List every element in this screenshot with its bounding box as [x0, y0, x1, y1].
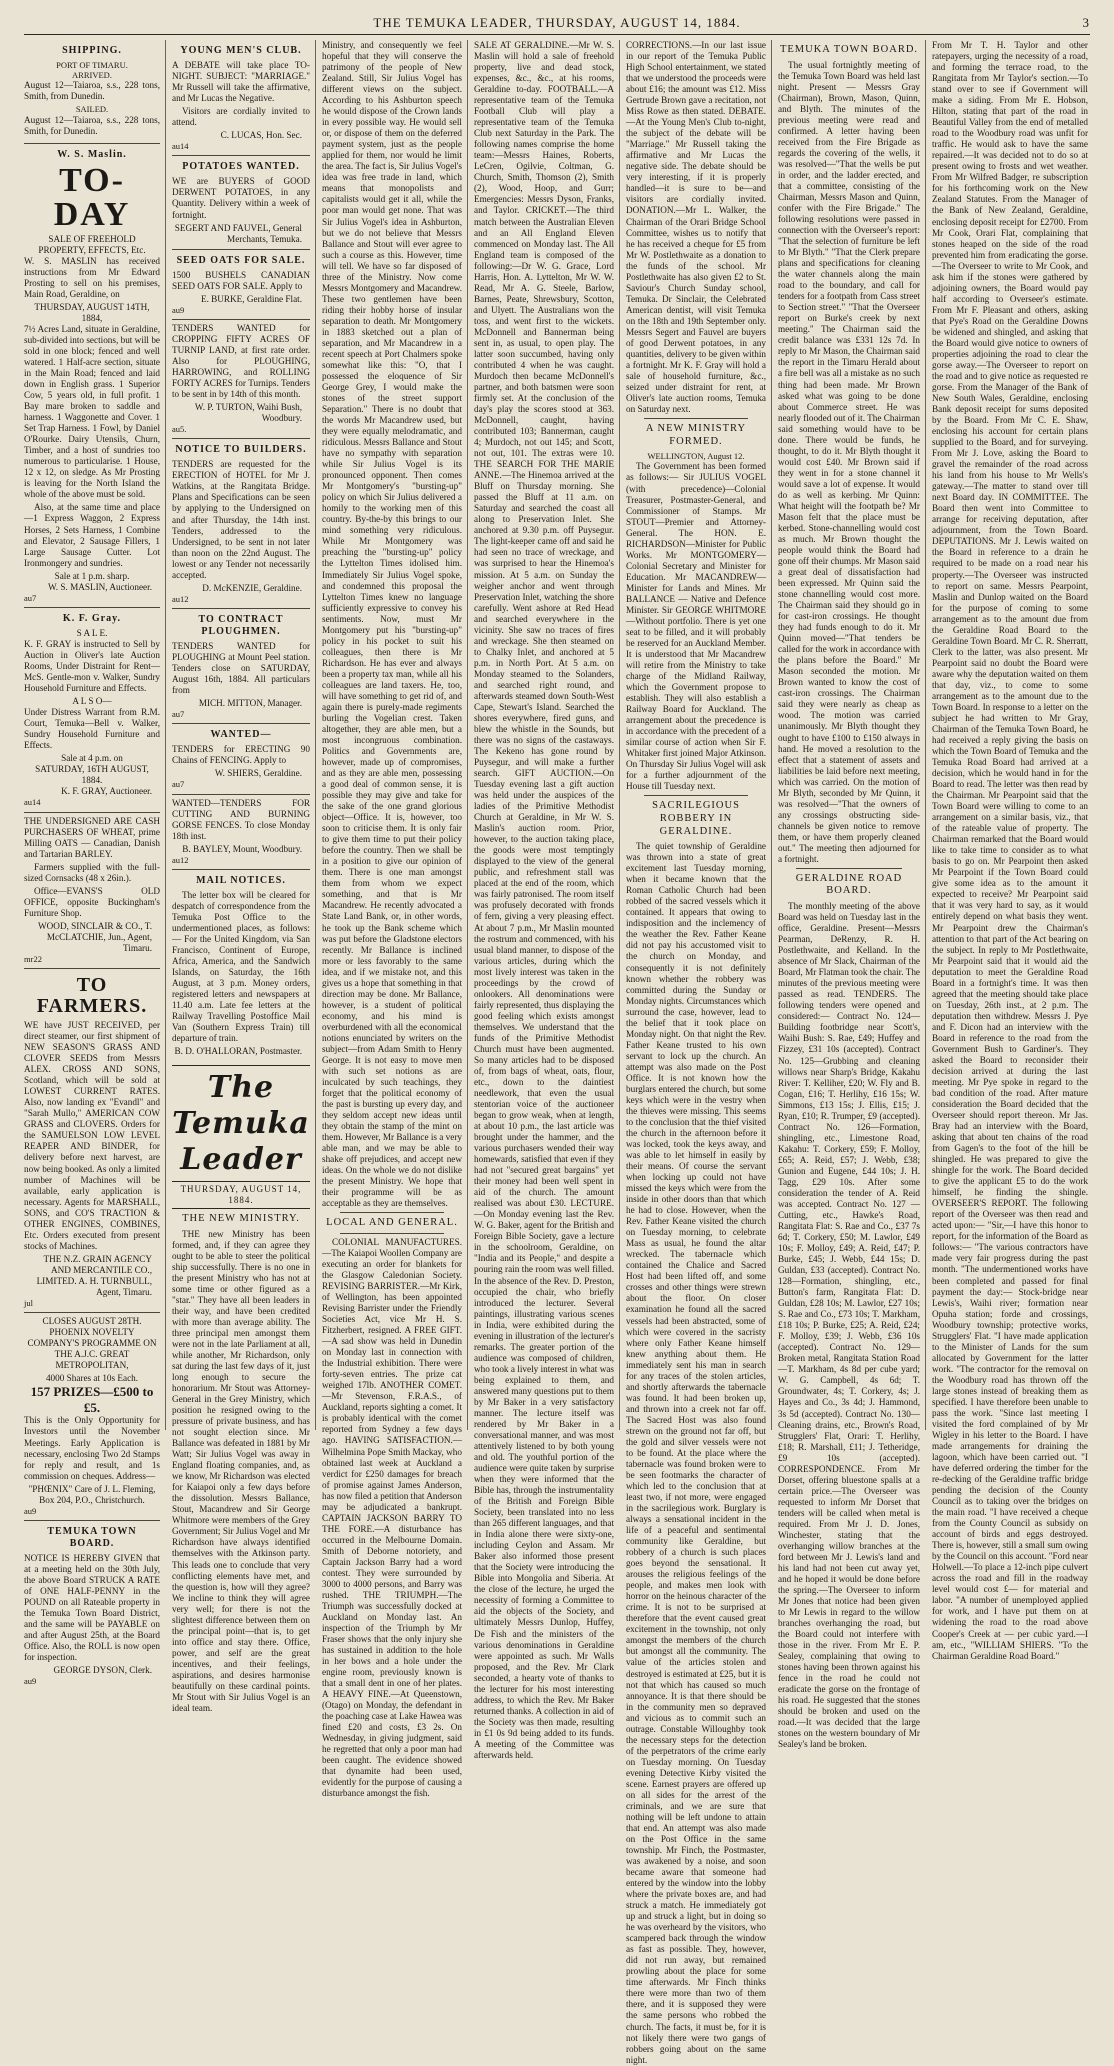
- oats-body: 1500 BUSHELS CANADIAN SEED OATS FOR SALE. Apply to: [172, 269, 310, 291]
- new-ministry-title: A NEW MINISTRY FORMED.: [645, 423, 747, 447]
- wanted-code: au7: [172, 779, 185, 790]
- tb-code: au9: [24, 1676, 37, 1687]
- farmers-body: WE have JUST RECEIVED, per direct steamer, our first shipment of NEW SEASON'S GRASS AND CLOVER SEEDS from Messrs ALEX. CROSS AND SONS, Scotland, which will be sold at LOWEST CURRENT RATES. Also, now landing ex "Evandl" and "Sarah Mullo," AMERICAN COW GRASS and CLOVERS. Orders for the SAMUELSON LOW LEVEL REAPER AND BINDER, for delivery before next harvest, are now being booked. As only a limited number of Machines will be available, early application is necessary. Agents for MARSHALL, SONS, and CO'S TRACTION & OTHER ENGINES, COMBINES, Etc. Orders executed from present stocks of Machines.: [24, 1020, 160, 1251]
- gray-also: A L S O—: [72, 696, 112, 707]
- mail-body: The letter box will be cleared for despatch of correspondence from the Temuka Post Office to the undermentioned places, as follows:— For the United Kingdom, via San Francisco, Continent of Europe, Africa, America, and the Sandwich Islands, on Saturday, the 16th August, at 3 p.m. Money orders, registered letters and newspapers at 11.40 a.m. Late fee letters at the Railway Travelling Postoffice Mail Van (Southern Express Train) till departure of train.: [172, 889, 310, 1044]
- mail-signature: B. D. O'HALLORAN, Postmaster.: [174, 1046, 302, 1057]
- turnip-ad: [172, 320, 310, 439]
- column-6: [778, 40, 920, 1750]
- plough-signature: MICH. MITTON, Manager.: [198, 698, 302, 709]
- local-general-body: COLONIAL MANUFACTURES.—The Kaiapoi Woollen Company are executing an order for blankets for the Glasgow Caledonian Society. REVISING BARRISTER.—Mr Kirk, of Wellington, has been appointed Revising Barrister under the Friendly Societies Act, vice Mr H. S. Fitzherbert, resigned. A FREE GIFT.—A sad show was held in Dunedin on Monday last in connection with the Industrial exhibition. There were forty-seven entries. The prize cat weighed 17lb. ANOTHER COMET.—Mr Stevenson, F.R.A.S., of Auckland, reports sighting a comet. It is probably identical with the comet reported from Sydney a few days ago. HAVING SATISFACTION.—Wilhelmina Pope Smith Mackay, who obtained last week at Auckland a verdict for £250 damages for breach of promise against James Anderson, has now filed a petition that Anderson may be adjudicated a bankrupt. CAPTAIN JACKSON BARRY TO THE FORE.—A disturbance has occurred in the Melbourne Domain. Smith of Deborne notoriety, and Captain Jackson Barry had a word contest. They were surrounded by 3000 to 4000 persons, and Barry was rushed. THE TRIUMPH.—The Triumph was successfully docked at Auckland on Monday last. An inspection of the Triumph by Mr Fraser shows that the only injury she has sustained in addition to the hole in her bows and a hole under the engine room, previously known is that a small dent in one of her plates. A HEAVY FINE.—At Queenstown, (Otago) on Monday, the defendant in the poaching case at Lake Hawea was fined £20 and costs, £3 2s. On Wednesday, in giving judgment, said he regretted that only a poor man had been caught. The evidence showed that dynamite had been used, evidently for the purpose of causing a disturbance amongst the fish.: [322, 1236, 462, 1799]
- gray-date: SATURDAY, 16TH AUGUST, 1884.: [35, 764, 149, 786]
- wanted-body: TENDERS for ERECTING 90 Chains of FENCING. Apply to: [172, 744, 310, 766]
- divider: [644, 418, 748, 419]
- gray-body-2: Under Distress Warrant from R.M. Court, Temuka—Bell v. Walker, Sundry Household Furniture and Effects.: [24, 707, 160, 751]
- sailed-text: August 12—Taiaroa, s.s., 228 tons, Smith, for Dunedin.: [24, 114, 160, 136]
- phoenix-title: PHOENIX NOVELTY COMPANY'S PROGRAMME ON THE A.J.C. GREAT METROPOLITAN,: [27, 1327, 157, 1371]
- page-header: [24, 12, 1090, 35]
- gray-signature: K. F. GRAY, Auctioneer.: [61, 786, 152, 797]
- divider: [340, 1233, 444, 1234]
- phoenix-ad: [24, 1313, 160, 1521]
- maslin-intro: W. S. MASLIN has received instructions from Mr Edward Prosting to sell on his premises, Main Road, Geraldine, on: [24, 255, 160, 299]
- new-ministry-body: The Government has been formed as follows:— Sir JULIUS VOGEL (with precedence)—Colonial Treasurer, Postmaster-General, and Commissioner of Stamps. Mr STOUT—Premier and Attorney-General. The HON. E. RICHARDSON—Minister for Public Works. Mr MONTGOMERY—Colonial Secretary and Minister for Education. Mr MACANDREW—Minister for Lands and Mines. Mr BALLANCE — Native and Defence Minister. Sir GEORGE WHITMORE—Without portfolio. There is yet one seat to be filled, and it will probably be reserved for an Auckland Member. It is understood that Mr Macandrew will retire from the Ministry to take charge of the Midland Railway, which the Government propose to establish. They will also establish a Railway Board for Auckland. The arrangement about the precedence is in accordance with the precedent of a similar course of action when Sir F. Whitaker first joined Major Atkinson. On Thursday Sir Julius Vogel will ask for a further adjournment of the House till Tuesday next.: [626, 461, 766, 792]
- plough-body: TENDERS WANTED for PLOUGHING at Mount Peel station. Tenders close on SATURDAY, August 16th, 1884. All particulars from: [172, 640, 310, 696]
- plough-code: au7: [172, 709, 185, 720]
- gray-code: au14: [24, 797, 41, 808]
- local-news-body: SALE AT GERALDINE.—Mr W. S. Maslin will hold a sale of freehold property, live and dead stock, expenses, &c., &c., at his rooms, Geraldine to-day. FOOTBALL.—A representative team of the Temuka Football Club will play a representative team of the Temuka Club next Saturday in the Park. The following names comprise the home team:—Messrs Haines, Roberts, LeCren, Ogilvie, Coltman, G. Church, Smith, Thomson (2), Smith (2), Wood, Hoop, and Gurr; Emergencies: Messrs Dyson, Franks, and Taylor. CRICKET.—The third match between the Australian Eleven and an All England Eleven commenced on Monday last. The All England team is composed of the following:—Dr W. G. Grace, Lord Harris, Hon. A. Lyttelton, Mr W. W. Read, Mr A. G. Steele, Barlow, Barnes, Peate, Shrewsbury, Scotton, and Ulyett. The Australians won the toss, and went first to the wickets. McDonnell and Bannerman being sent in, as usual, to open play. The latter soon succumbed, having only contributed 4 when he was caught. Murdoch then became McDonnell's partner, and both batsmen were soon firmly set. At the conclusion of the day's play the scores stood at 363. McDonnell, caught, having contributed 103; Bannerman, caught 4; Murdoch, not out 145; and Scott, not out, 101. The extras were 10. THE SEARCH FOR THE MARIE ANNE.—The Hinemoa arrived at the Bluff on Thursday morning. She passed the Bluff at 11 a.m. on Saturday and searched the coast all along to Preservation Inlet. She anchored at 9.30 p.m. off Puysegur. The light-keeper came off and said he had seen no trace of wreckage, and was surprised to hear the Hinemoa's mission. At 5 a.m. on Sunday the weigher anchor and went through Preservation Inlet, watching the shore carefully. Went ashore at Red Head and searched everywhere in the vicinity. She saw no traces of fires and wreckage. She then steamed on to Chalky Inlet, and anchored at 5 p.m. in North Port. At 5 a.m. on Monday steamed to the Solanders, and searched right round, and afterwards steamed down South-West Cape, Stewart's Island. Searched the shores everywhere, fired guns, and blew the whistle in the Sounds, but there was no signs of the castaways. The Kekeno has gone round by Puysegur, and will make a further search. GIFT AUCTION.—On Tuesday evening last a gift auction was held under the auspices of the ladies of the Primitive Methodist Church at Geraldine, in Mr W. S. Maslin's auction room. Prior, however, to the auction taking place, the goods were most temptingly displayed to the view of the general public, and refreshment stall was placed at the end of the room, which was fairly patronised. The room itself was profusely decorated with fronds of fern, giving a very pleasing effect. At about 7 p.m., Mr Maslin mounted the rostrum and commenced, with his usual bland manner, to dispose of the various articles, during which the most lively interest was taken in the proceedings by the crowd of onlookers. All denominations were fairly represented, thus displaying the good feeling which exists amongst themselves. We understand that the funds of the Primitive Methodist Church must have been augmented. So many articles had to be disposed of, from bags of wheat, oats, flour, etc., down to the daintiest needlework, that even the usual stentorian voice of the auctioneer began to grow weak, when at length, at about 10 p.m., the last article was brought under the hammer, and the various purchasers wended their way homewards, satisfied that even if they had not "secured great bargains" yet their money had been well spent in aid of the church. The amount realised was about £30. LECTURE.—On Monday evening last the Rev. W. G. Baker, agent for the British and Foreign Bible Society, gave a lecture in the schoolroom, Geraldine, on "India and its People," and despite a pouring rain the room was well filled. In the absence of the Rev. D. Preston, occupied the chair, who briefly introduced the lecturer. Several paintings, illustrating various scenes in India, were exhibited during the evening in illustration of the lecturer's remarks. The greater portion of the audience was composed of children, who took a lively interest in what was being explained to them, and answered many questions put to them by Mr Baker in a very satisfactory manner. The lecture itself was rendered by Mr Baker in a conversational manner, and was most attentively listened to by both young and old. The youthful portion of the audience were quite taken by surprise when they were informed that the Bible has, through the instrumentality of the British and Foreign Bible Society, been translated into no less than 265 different languages, and that in India alone there were sixty-one, including Ceylon and Assam. Mr Baker also informed those present that the Society were introducing the Bible into Mongolia and Siberia. At the close of the lecture, he urged the necessity of forming a Committee to aid the objects of the Society, and ultimately Messrs Dunlop, Huffey, De Fish and the ministers of the various denominations in Geraldine were appointed as such. Mr Walls proposed, and the Rev. Mr Clark seconded, a hearty vote of thanks to the lecturer for his most interesting address, to which the Rev. Mr Baker returned thanks. A collection in aid of the Society was then made, resulting in £1 0s 9d being added to its funds. A meeting of the Committee was afterwards held.: [474, 40, 614, 1760]
- sacrilegious-robbery-title: SACRILEGIOUS ROBBERY IN GERALDINE.: [652, 800, 740, 837]
- column-4: [474, 40, 614, 1760]
- arrived-text: August 12—Taiaroa, s.s., 228 tons, Smith, from Dunedin.: [24, 80, 160, 102]
- geraldine-road-board-title: GERALDINE ROAD BOARD.: [795, 872, 903, 897]
- farmers-code: jul: [24, 1297, 33, 1308]
- builders-body: TENDERS are requested for the ERECTION of HOTEL for Mr J. Watkins, at the Rangitata Bridge. Plans and Specifications can be seen by applying to the Undersigned on and after Thursday, the 14th inst. Tenders, addressed to the Undersigned, to be sent in not later than noon on the 22nd August. The lowest or any Tender not necessarily accepted.: [172, 459, 310, 580]
- divider: [644, 795, 748, 796]
- potatoes-body: WE are BUYERS of GOOD DERWENT POTATOES, in any Quantity. Delivery within a week of fortnight.: [172, 176, 310, 220]
- phoenix-address: "PHŒNIX" Care of J. L. Fleming, Box 204, P.O., Christchurch.: [28, 1483, 156, 1505]
- sacrilegious-robbery-body: The quiet township of Geraldine was thrown into a state of great excitement last Tuesday morning, when it became known that the Roman Catholic Church had been robbed of the sacred vessels which it contained. It appears that owing to indisposition and the inclemency of the weather the Rev. Father Keane did not pay his accustomed visit to the church on Monday, and consequently it is not definitely known whether the robbery was committed during the Sunday or Monday nights. Circumstances which surround the case, however, lead to the belief that it took place on Monday night. On that night the Rev. Father Keane trusted to his own servant to lock up the church. An attempt was also made on the Post Office. It is not known how the burglars entered the church, but some keys which were in the vestry when the thieves were missing. This seems to the conclusion that the thief visited the church in the afternoon before it was locked, took the keys away, and was able to let himself in easily by their means. Of course the servant when locking up could not have missed the keys which were from the inside in other doors than that which he had to close. However, when the Rev. Father Keane visited the church on Tuesday morning, to celebrate Mass as usual, he found the altar wrecked. The tabernacle which contained the Chalice and Sacred Host had been lifted off, and some crosses and other things were strewn about the floor. On closer examination he found all the sacred vessels had been abstracted, some of which were covered in the sacristy where only Father Keane himself knew anything about them. He immediately sent his man in search for any traces of the stolen articles, and shortly afterwards the tabernacle was found. It had been broken up, and thrown into a creek not far off. The Sacred Host was also found strewn on the ground not far off, but the gold and silver vessels were not to be found. At the place where the tabernacle was found broken were to be seen footmarks the character of which led to the conclusion that at least two, if not more, were engaged in the sacrilegious work. Burglary is always a sensational incident in the life of a peaceful and sentimental community like Geraldine, but robbery of a church is such places goes beyond the sensational. It arouses the religious feelings of the people, and makes men look with horror on the heinous character of the crime. It is not to be surprised at therefore that the event caused great excitement in the township, not only amongst the members of the church but amongst all the community. The value of the articles stolen and destroyed is estimated at £25, but it is not that which has caused so much annoyance. It is that there should be in the community men so depraved and vicious as to commit such an outrage. Constable Willoughby took the necessary steps for the detection of the perpetrators of the crime early on Tuesday morning. On Tuesday evening Detective Kirby visited the scene. Earnest prayers are offered up on all sides for the arrest of the criminals, and we are sure that nothing will be left undone to attain that end. An attempt was also made on the Post Office in the same township. Mr Finch, the Postmaster, was awakened by a noise, and soon became aware that someone had entered by the window into the lobby where the private boxes are, and had struck a match. He immediately got up and struck a light, but in doing so he was overheard by the visitors, who scampered back through the window as fast as possible. They, however, did not run away, but remained prowling about the place for some time afterwards. Mr Finch thinks there were more than two of them there, and it is supposed they were the same persons who robbed the church. The facts, it must be, for it is not likely there were two gangs of robbers going about on the same night.: [626, 841, 766, 2065]
- nameplate-date: THURSDAY, AUGUST 14, 1884.: [172, 1181, 310, 1206]
- arrived-label: ARRIVED.: [72, 70, 112, 81]
- ymc-signature: C. LUCAS, Hon. Sec.: [220, 130, 302, 141]
- maslin-body: 7½ Acres Land, situate in Geraldine, sub-divided into sections, but will be sold in one block; fenced and well watered. 1 Half-acre section, situate in the Main Road; fenced and laid down in English grass. 1 Superior Cow, 5 years old, in full profit. 1 Bay mare broken to saddle and harness. 1 Waggonette and Cover. 1 Set Trap Harness. 1 Fowl, by Daniel O'Rourke. Dairy Utensils, Churn, Timber, and a host of sundries too numerous to particularise. 1 House, 12 x 12, on sledge. As Mr Prosting is leaving for the North Island the whole of the above must be sold.: [24, 323, 160, 500]
- sailed-label: SAILED.: [75, 104, 109, 115]
- ymc-code: au14: [172, 141, 189, 152]
- mail-title: MAIL NOTICES.: [196, 874, 286, 886]
- maslin-signature: W. S. MASLIN, Auctioneer.: [47, 581, 152, 592]
- gorse-signature: B. BAYLEY, Mount, Woodbury.: [182, 843, 302, 854]
- gray-sale-time: Sale at 4 p.m. on: [61, 753, 123, 764]
- potatoes-signature: SEGERT AND FAUVEL, General Merchants, Temuka.: [174, 222, 302, 244]
- town-board-notice: [24, 1521, 160, 1691]
- page-title: THE TEMUKA LEADER, THURSDAY, AUGUST 14, 1884.: [373, 15, 741, 30]
- gorse-body: WANTED—TENDERS FOR CUTTING AND BURNING GORSE FENCES. To close Monday 18th inst.: [172, 797, 310, 841]
- newspaper-nameplate: [172, 1065, 310, 1209]
- builders-ad: [172, 439, 310, 609]
- ministry-dateline: WELLINGTON, August 12.: [647, 451, 745, 462]
- maslin-title: W. S. Maslin.: [57, 148, 127, 160]
- closes-notice: CLOSES AUGUST 28TH.: [42, 1316, 142, 1327]
- turnip-signature: W. P. TURTON, Waihi Bush, Woodbury.: [194, 402, 302, 424]
- gray-title: K. F. Gray.: [62, 612, 122, 624]
- corrections-body: CORRECTIONS.—In our last issue in our report of the Temuka Public High School entertainment, we stated that we understood the proceeds were about £16; the amount was £12. Miss Gertrude Brown gave a recitation, not Miss Rowe as then stated. DEBATE.—At the Young Men's Club to-night, the subject of the debate will be "Marriage." Mr Russell taking the affirmative and Mr Lucas the negative side. The debate should be very interesting, if it is properly handled—it is sure to be—and visitors are cordially invited. DONATION.—Mr L. Walker, the Chairman of the Orari Bridge School Committee, wishes us to notify that he has received a cheque for £5 from Mr W. Postlethwaite as a donation to the funds of the school. Mr Postlethwaite has also given £2 to St. Saviour's Church Sunday school, Temuka. Dr Sinclair, the Celebrated American dentist, will visit Temuka on the 18th and 19th September only. Messrs Segert and Fauvel are buyers of good Derwent potatoes, in any quantities, delivery to be given within a fortnight. Mr K. F. Gray will hold a sale of household furniture, &c., seized under distraint for rent, at Oliver's late auction rooms, Temuka on Saturday next.: [626, 40, 766, 415]
- editorial-continued: Ministry, and consequently we feel hopeful that they will conserve the patrimony of the people of New Zealand. Still, Sir Julius Vogel has different views on the subject. According to his Ashburton speech he would dispose of the Crown lands in every possible way. He would sell or, or dispose of them on the deferred payment system, just as the people applied for them, nor would he limit the area. The fact is, Sir Julius Vogel's idea was free trade in land, which means that monopolists and capitalists would get it all, while the poor man would get none. That was Sir Julius Vogel's idea in Ashburton, but we do not believe that Messrs Ballance and Stout will ever agree to such a course as this. However, time will tell. We have so far disposed of three of the Ministry. Now come Messrs Montgomery and Macandrew. These two gentlemen have been riding their hobby horse of insular separation to death. Mr Montgomery in 1883 sketched out a plan of separation, and Mr Macandrew in a recent speech at Port Chalmers spoke somewhat like this: "O, that I possessed the eloquence of Sir George Grey, I would make the stones of the street support Separation." There is no doubt that the words Mr Macandrew used, but they were equally melodramatic, and ridiculous. Messrs Ballance and Stout have no sympathy with separation while Sir Julius Vogel is its pronounced opponent. Then comes Mr Montgomery's "bursting-up" policy on which Sir Julius delivered a homily to the working men of this country. By-the-by this brings to our mind something very ridiculous. While Mr Montgomery was preaching the "bursting-up" policy the Lyttelton Times idolised him. Immediately Sir Julius Vogel spoke, and condemned this proposal the Lyttelton Times knew no language sufficiently expressive to convey his sentiments. Now, must Mr Montgomery put his "bursting-up" policy in his pocket to suit his colleagues, then there is Mr Richardson. He has ever and always been a property tax man, while all his colleagues are land taxers. He, too, will have something to get rid of, and again there is purely-made regiments burling the Vogelian crest. Taken altogether, they are able men, but a most incongruous combination. Politics and Governments are, however, made up of compromises, and as they are able men, possessing a good deal of common sense, it is possible they may give and take for the sake of the one grand glorious object—Office. It is, however, too soon to criticise them. It is only fair to give them time to put their policy before the country. Then we shall be in a position to give our opinion of them. There is one man amongst them from whom we expect something, and that is Mr Macandrew. He recently advocated a State Land Bank, or, in other words, he took up the Bank scheme which was put before the Gladstone electors recently. Mr Ballance is inclined more or less favorably to the same idea, and if we mistake not, and this gives us a hope that something in that direction may be done. Mr Ballance, however, is a student of political economy, and his mind is overburdened with all the economical notions enunciated by writers on the subject—from Adam Smith to Henry George. It is not easy to move men with such set notions as are inculcated by such teachings, they forget that the political economy of the past is bursting up every day, and they seldom accept new ideas until they obtain the stamp of the mint on them. However, Mr Ballance is a very able man, and we may be able to shake off prejudices, and accept new ideas. On the whole we do not dislike the present Ministry. We hope that their programme will be as acceptable as they are themselves.: [322, 40, 462, 1209]
- cash-code: mr22: [24, 953, 42, 964]
- seed-oats-ad: [172, 250, 310, 320]
- cash-purchasers-ad: [24, 813, 160, 970]
- port-title: PORT OF TIMARU.: [56, 60, 128, 70]
- mail-notices: [172, 870, 310, 1061]
- local-general-title: LOCAL AND GENERAL.: [326, 1217, 458, 1229]
- wanted-signature: W. SHIERS, Geraldine.: [214, 768, 302, 779]
- ministry-editorial-title: THE NEW MINISTRY.: [182, 1212, 300, 1224]
- today-heading: TO-DAY: [53, 161, 131, 233]
- column-3: [322, 40, 462, 1799]
- column-7: [932, 40, 1088, 1661]
- maslin-date: THURSDAY, AUGUST 14TH, 1884,: [34, 301, 150, 323]
- maslin-code: au7: [24, 592, 37, 603]
- potatoes-ad: [172, 156, 310, 249]
- phoenix-prizes: 157 PRIZES—£500 to £5.: [30, 1384, 154, 1415]
- cash-body: THE UNDERSIGNED ARE CASH PURCHASERS OF WHEAT, prime Milling OATS — Canadian, Danish and Tartarian BARLEY.: [24, 815, 160, 859]
- turnip-code: au5.: [172, 424, 187, 435]
- tb-signature: GEORGE DYSON, Clerk.: [53, 1665, 152, 1676]
- oats-code: au9: [172, 304, 185, 315]
- temuka-town-board-title: TEMUKA TOWN BOARD.: [779, 44, 919, 55]
- phoenix-shares: 4000 Shares at 10s Each.: [45, 1373, 139, 1384]
- potatoes-title: POTATOES WANTED.: [182, 161, 300, 173]
- builders-code: au12: [172, 593, 189, 604]
- sale-title: SALE OF FREEHOLD PROPERTY, EFFECTS, Etc.: [38, 233, 146, 255]
- tb-body: NOTICE IS HEREBY GIVEN that at a meeting held on the 30th July, the above Board STRUCK A RATE of ONE HALF-PENNY in the POUND on all Rateable property in the Temuka Town Board District, and the same will be PAYABLE on and after August 25th, at the Board Office. Also, the ROLL is now open for inspection.: [24, 1552, 160, 1663]
- geraldine-road-board-body: The monthly meeting of the above Board was held on Tuesday last in the office, Geraldine. Present—Messrs Pearman, DeRenzy, R. H. Postlethwaite, and Kelland. In the absence of Mr Slack, Chairman of the Board, Mr Flatman took the chair. The minutes of the previous meeting were passed as read. TENDERS. The following tenders were opened and considered:— Contract No. 124—Building footbridge near Scott's, Waihi Bush: S. Rae, £49; Huffey and Fizzey, £31 10s (accepted). Contract No. 125—Grubbing and cleaning willows near Sharp's Bridge, Kakahu River: T. Kelliher, £20; W. Fly and B. Cogan, £16; T. Herlihy, £16 15s; W. Simmons, £13 15s; J. Ellis, £15; J. Ryan, £10; R. Trumper, £9 (accepted). Contract No. 126—Formation, shingling, etc., Limestone Road, Kakahu: T. Corkery, £59; F. Molloy, £65; A. Reid, £57; J. Webb, £38; Gunion and Eugene, £44 10s; J. H. Tagg, £29 10s. After some consideration the tender of A. Reid was accepted. Contract No. 127 — Cutting, etc., Hawke's Road, Rangitata Flat: S. Rae and Co., £37 7s 6d; T. Corkery, £50; M. Lawlor, £49 10s; F. Molloy, £49; A. Reid, £47; P. Burke, £45; J. Webb, £44 15s; D. Guldan, £33 (accepted). Contract No. 128—Formation, shingling, etc., Button's farm, Rangitata Flat: D. Guldan, £28 10s; M. Lawlor, £27 10s; S. Rae and Co., £73 10s; T. Markham, £18 10s; P. Burke, £25; A. Reid, £24; F. Molloy, £39; J. Webb, £36 10s (accepted). Contract No. 129—Broken metal, Rangitata Station Road—T. Markham, 4s 8d per cube yard; W. G. Campbell, 4s 6d; T. Groundwater, 4s; T. Corkery, 4s; J. Hayes and Co., 3s 4d; J. Hammond, 3s 5d (accepted). Contract No. 130—Cleaning drains, etc., Brown's Road, Strugglers' Flat, Orari: T. Herlihy, £18; R. Marshall, £11; J. Tetheridge, £9 10s (accepted). CORRESPONDENCE. From Mr Dorset, offering bluestone spalls at a certain price.—The Overseer was requested to inform Mr Dorset that tenders will be called when metal is required. From Mr J. D. Jones, Winchester, stating that the overhanging willow branches at the ford between Mr J. Lewis's land and his land had not been cut away yet, and he hoped it would be done before the spring.—The Overseer to inform Mr Jones that notice had been given to Mr Lewis in regard to the willow branches overhanging the road, but the Board could not interfere with those in the river. From Mr E. P. Sealey, complaining that owing to stones having been thrown against his fence in the road he could not eradicate the gorse on the frontage of his road. He suggested that the stones should be broken and used on the road.—It was decided that the large stones on the western boundary of Mr Sealey's land be broken.: [778, 901, 920, 1750]
- gorse-ad: [172, 795, 310, 870]
- oats-title: SEED OATS FOR SALE.: [176, 254, 306, 266]
- maslin-also: Also, at the same time and place—1 Express Waggon, 2 Express Horses, 2 Sets Harness, 1 Combine and Elevator, 2 Sausage Fillers, 1 Large Sausage Cutter. Lot Ironmongery and sundries.: [24, 502, 160, 568]
- farmers-heading: TO FARMERS.: [36, 974, 148, 1018]
- gray-ad: [24, 608, 160, 813]
- ymc-ad: [172, 40, 310, 156]
- builders-signature: D. McKENZIE, Geraldine.: [202, 582, 302, 593]
- ymc-visitors: Visitors are cordially invited to attend.: [172, 106, 310, 128]
- plough-title: TO CONTRACT PLOUGHMEN.: [198, 613, 284, 637]
- ymc-body: A DEBATE will take place TO-NIGHT. SUBJECT: "MARRIAGE." Mr Russell will take the affirmative, and Mr Lucas the Negative.: [172, 60, 310, 104]
- farmers-signature: THE N.Z. GRAIN AGENCY AND MERCANTILE CO., LIMITED. A. H. TURNBULL, Agent, Timaru.: [36, 1253, 152, 1297]
- gray-body: K. F. GRAY is instructed to Sell by Auction in Oliver's late Auction Rooms, Under Distraint for Rent—McS. Gentle-mon v. Walker, Sundry Household Furniture and Effects.: [24, 638, 160, 694]
- gray-sale-heading: S A L E.: [76, 627, 108, 638]
- builders-title: NOTICE TO BUILDERS.: [175, 444, 307, 456]
- nameplate-title: The Temuka Leader: [172, 1070, 310, 1178]
- divider: [796, 868, 902, 869]
- phoenix-body: This is the Only Opportunity for Investors until the November Meetings. Early Application is necessary, enclosing Two 2d Stamps for reply and result, and 1s commission on cheques. Address—: [24, 1415, 160, 1481]
- ploughmen-ad: [172, 609, 310, 724]
- cash-office: Office—EVANS'S OLD OFFICE, opposite Buckingham's Furniture Shop.: [24, 885, 160, 918]
- gorse-code: au12: [172, 854, 189, 865]
- wanted-title: WANTED—: [210, 729, 272, 741]
- ministry-editorial-body: THE new Ministry has been formed, and, if they can agree they ought to be able to steer the political ship successfully. There is no one in the present Ministry who has not at some time or other figured as a "star." They have all been leaders in their way, and have been credited with more than average ability. The three principal men amongst them were not in the late Parliament at all, while another, Mr Richardson, only sat during the last few days of it, just long enough to secure the honorarium. Mr Stout was Attorney-General in the Grey Ministry, which position he resigned owing to the pressure of private business, and has not sought election since. Mr Ballance was defeated in 1881 by Mr Watt; Sir Julius Vogel was away in England floating companies, and, as we know, Mr Richardson was elected for Kaiapoi only a few days before the dissolution. Messrs Ballance, Stout, Macandrew and Sir George Whitmore were members of the Grey Government; Sir Julius Vogel and Mr Richardson have always identified themselves with the Atkinson party. This leads one to conclude that very conflicting elements have met, and the question is, how will they agree? We incline to think they will agree very well; for there is not the slightest difference between them on the principal point—that is, to get into office and stay there. Office, power, and self are the great incentives, and their feelings, aspirations, and desires harmonise beautifully on these cardinal points. Mr Stout with Sir Julius Vogel is an ideal team.: [172, 1228, 310, 1713]
- page-number: 3: [1082, 15, 1090, 30]
- column-2: [172, 40, 310, 1713]
- tb-title: TEMUKA TOWN BOARD.: [47, 1525, 137, 1549]
- cash-body-2: Farmers supplied with the full-sized Cornsacks (48 x 26in.).: [24, 861, 160, 883]
- shipping-section: [24, 40, 160, 144]
- temuka-town-board-body: The usual fortnightly meeting of the Temuka Town Board was held last night. Present — Messrs Gray (Chairman), Brown, Mason, Quinn, and Blyth. The minutes of the previous meeting were read and confirmed. A letter having been received from the Fire Brigade as regards the covering of the wells, it was resolved—"That the wells be put in order, and the ladder erected, and that a committee, consisting of the Chairman, Messrs Mason and Quinn, confer with the Fire Brigade." The following resolutions were passed in connection with the Overseer's report: "That the selection of furniture be left to Mr Blyth." "That the Clerk prepare plans and specifications for cleaning the water channels along the main road to the boundary, and call for tenders for a footpath from Cass street to Section street." "That the Overseer report on Burke's creek by next meeting." The Chairman said the credit balance was £331 12s 7d. In reply to Mr Mason, the Chairman said the report in the Timaru Herald about a fire bell was all a mistake as no such thing had been made. Mr Brown asked what was going to be done about Commerce street. He was nearly flooded out of it. The Chairman said something would have to be done. There would be funds, he thought, to do it. Mr Blyth thought it would cost £40. Mr Brown said if they went in for a stone channel it would save a lot of expense. It would do as well as kerbing. Mr Quinn: What height will the footpath be? Mr Mason felt that the place must be kerbed. Stone-channelling would cost as much. Mr Brown thought the people would think the Board had gone off their chumps. Mr Mason said a great deal of dissatisfaction had been expressed. Mr Quinn said the stone channelling would cost more. The Chairman said they should go in for cast-iron crossings. He thought they had funds enough to do it. Mr Quinn moved—"That tenders be called for the work in accordance with the plans before the Board." Mr Mason seconded the motion. Mr Brown wanted to know the cost of cast-iron crossings. The Chairman said they were nearly as cheap as wood. The motion was carried unanimously. Mr Blyth thought they ought to have £100 to £150 always in hand. He moved a resolution to the effect that a statement of assets and liabilities be laid before next meeting, which was carried. On the motion of Mr Blyth, seconded by Mr Quinn, it was resolved—"That the owners of any crossings obstructing side-channels be given notice to remove them, or have them properly cleaned out." The meeting then adjourned for a fortnight.: [778, 59, 920, 864]
- turnip-body: TENDERS WANTED for CROPPING FIFTY ACRES OF TURNIP LAND, at first rate order. Also for PLOUGHING, HARROWING, and ROLLING FORTY ACRES for Turnips. Tenders to be sent in by 14th of this month.: [172, 322, 310, 400]
- leader-article: [172, 1213, 310, 1714]
- oats-signature: E. BURKE, Geraldine Flat.: [200, 293, 302, 304]
- maslin-sale-time: Sale at 1 p.m. sharp.: [54, 570, 130, 581]
- phoenix-code: au9: [24, 1505, 37, 1516]
- ymc-title: YOUNG MEN'S CLUB.: [180, 45, 302, 56]
- maslin-ad: [24, 144, 160, 608]
- shipping-title: SHIPPING.: [62, 45, 122, 56]
- road-board-continued: From Mr T. H. Taylor and other ratepayers, urging the necessity of a road, and forming the terrace road, to the Rangitata from Mr Taylor's section.—To stand over to see if Government will make a siding. From Mr E. Hobson, Hilton, stating that part of the road in Beautiful Valley from the end of metalled road to the Woodbury road was unfit for traffic. He would ask to have the same repaired.—It was decided not to do so at present owing to frosts and wet weather. From Mr Wilfred Badger, re subscription for his forthcoming work on the New Zealand Statutes. From the Manager of the Bank of New Zealand, Geraldine, enclosing deposit receipt for £2700. From Mr Cook, Orari Flat, complaining that stones heaped on the side of the road prevented him from eradicating the gorse.—The Overseer to write to Mr Cook, and ask him if the stones were gathered by adjoining owners, the Board would pay half according to Overseer's estimate. From Mr F. Pleasant and others, asking that Pye's Road on the Geraldine Downs be widened and shingled, and asking that the Board would give notice to owners of properties adjoining the road to clear the gorse away.—The Overseer to report on the road and to give notice as requested re gorse. From the Manager of the Bank of New South Wales, Geraldine, enclosing Bank deposit receipt for sums deposited by the Board. From Mr C. E. Shaw, enclosing his account for certain plans supplied to the Board, and for surveying. From Mr J. Love, asking the Board to gravel the remainder of the road across his land from his house to Mr Wells's gateway.—The matter to stand over till next Board day. IN COMMITTEE. The Board then went into Committee to arrange for receiving deputation, after adjournment, from the Town Board. DEPUTATIONS. Mr J. Lewis waited on the Board in reference to a drain he required to be made on a road near his property.—The Overseer was instructed to report on same. Messrs Pearpoint, Maslin and Dunlop waited on the Board for the purpose of coming to some arrangement as to the amount due from the Geraldine Road Board to the Geraldine Town Board. Mr C. R. Sherratt, Clerk to the latter, was also present. Mr Pearpoint said no doubt the Board were aware why the deputation waited on them that day, viz., to come to some arrangement as to the amount due to the Town Board. In response to a letter on the subject he had written to Mr Gray, Chairman of the Temuka Town Board, he had received a reply giving the basis on which the Town Board of Temuka and the Temuka Road Board had arrived at a decision, which he would hand in for the Board to read. The letter was then read by the Chairman. Mr Pearpoint said that the Town Board were willing to come to an arrangement on a similar basis, viz., that of the rateable value of property. The Chairman remarked that the Board would like to take time to consider as to what basis to go on. Mr Pearpoint then asked Mr Pearpoint if the Town Board could give some idea as to the amount it expected to receive? Mr Pearpoint said that it was very hard to say, as it would entirely depend on what basis they went. Mr Pearpoint drew the Chairman's attention to that part of the Act bearing on the subject. In reply to Mr Postlethwaite, Mr Pearpoint said that it would aid the deputation to meet the Geraldine Road Board in a fortnight's time. It was then agreed that the meeting should take place on Tuesday, 26th inst., at 2 p.m. The deputation then withdrew. Messrs J. Pye and F. Dicon had an interview with the Board in reference to the road from the Government Bush to Gardiner's. They asked the Board to reconsider their decision arrived at during the last meeting. Mr Pye spoke in regard to the bad condition of the road. After mature consideration the Board decided that the Overseer should report thereon. Mr Jas. Bray had an interview with the Board, asking that about ten chains of the road from Gagen's to the foot of the hill be shingled. He was prepared to give the shingle for the work. The Board decided to give the applicant £5 to do the work himself, he finding the shingle. OVERSEER'S REPORT. The following report of the Overseer was then read and acted upon:— "Sir,—I have this honor to report, for the information of the Board as follows:— "The various contractors have made very fair progress during the past month. "The undermentioned works have been completed and passed for final payment the day:— Stock-bridge near Lewis's, Waihi river; formation near Opuha station; forde and crossings, Woodbury township; protective works, Strugglers' Flat. "I have made application to the Minister of Lands for the sum allocated by Government for the latter work. "The contractor for the removal on the Woodbury road has thrown off the large stones instead of breaking them as specified. I have therefore been unable to pass the work. "Since last meeting I visited the ford complained of by Mr Wigley in his letter to the Board. I have made arrangements for draining the lagoon, which have been carried out. "I have deferred ordering the timber for the re-decking of the Geraldine traffic bridge pending the decision of the County Council as to taking over the bridges on the main road. "I have received a cheque from the County Council as subsidy on account of birds and eggs destroyed. There is, however, still a small sum owing by the Council on this account. "Ford near Holwell.—To place a 12-inch pipe culvert across the road and fill in the roadway level would cost £— for material and labor. "A number of unemployed applied for work, and I have put them on at widening the road to the road above Cooper's Creek at — per cubic yard.—I am, etc., "WILLIAM SHIERS. "To the Chairman Geraldine Road Board.": [932, 40, 1088, 1661]
- fencing-ad: [172, 724, 310, 794]
- column-5: [626, 40, 766, 2065]
- farmers-ad: [24, 969, 160, 1313]
- cash-signature: WOOD, SINCLAIR & CO., T. McCLATCHIE, Jun., Agent, Timaru.: [38, 920, 152, 953]
- column-1: [24, 40, 160, 1687]
- divider: [340, 1212, 444, 1213]
